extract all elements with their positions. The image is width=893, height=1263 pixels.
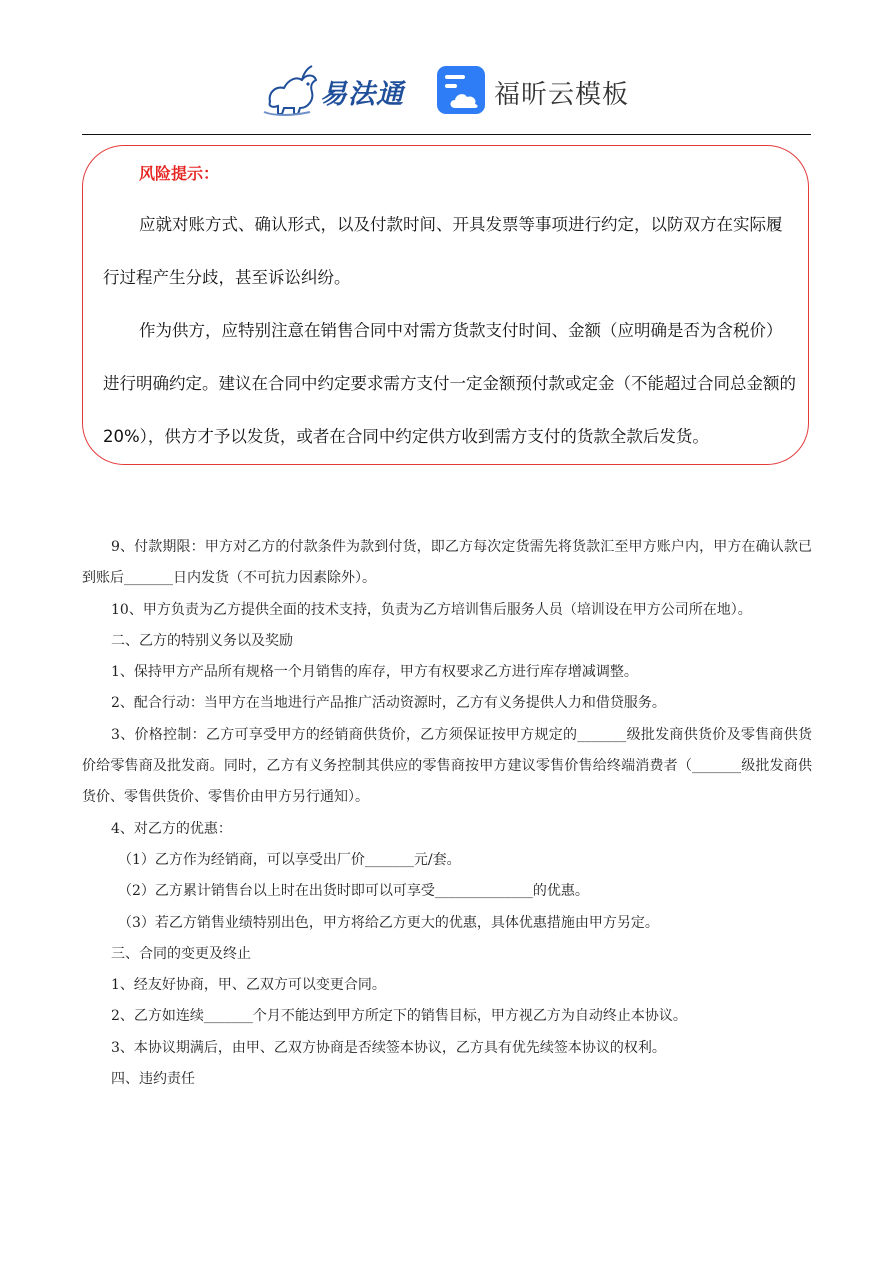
yifatong-logo — [262, 62, 412, 118]
contract-body — [82, 532, 812, 1095]
clause-9: 9、付款期限：甲方对乙方的付款条件为款到付货，即乙方每次定货需先将货款汇至甲方账户内，甲方在确认款已到账后_______日内发货（不可抗力因素除外）。 — [82, 539, 812, 587]
cloud-document-icon — [437, 66, 485, 114]
section-2-item-2: 2、配合行动：当甲方在当地进行产品推广活动资源时，乙方有义务提供人力和借贷服务。 — [111, 695, 666, 712]
section-2-item-4-2: （2）乙方累计销售台以上时在出货时即可以可享受______________的优惠。 — [118, 883, 589, 900]
header-divider — [82, 134, 811, 135]
risk-warning-box — [82, 145, 809, 465]
section-2-heading: 二、乙方的特别义务以及奖励 — [111, 632, 293, 649]
yifatong-logo-text: 易法通 — [320, 79, 404, 110]
header-logos — [0, 60, 893, 122]
section-2-item-4: 4、对乙方的优惠： — [111, 820, 232, 837]
section-3-item-1: 1、经友好协商，甲、乙双方可以变更合同。 — [111, 977, 386, 994]
section-2-item-4-1: （1）乙方作为经销商，可以享受出厂价_______元/套。 — [118, 851, 461, 868]
risk-paragraph-2: 作为供方，应特别注意在销售合同中对需方货款支付时间、金额（应明确是否为含税价）进行明确约定。建议在合同中约定要求需方支付一定金额预付款或定金（不能超过合同总金额的 20%），供方才予以发货，或者在合同中约定供方收到需方支付的货款全款后发货。 — [103, 321, 796, 446]
section-4-heading: 四、违约责任 — [111, 1071, 195, 1088]
risk-paragraph-1: 应就对账方式、确认形式，以及付款时间、开具发票等事项进行约定，以防双方在实际履行过程产生分歧，甚至诉讼纠纷。 — [103, 215, 783, 287]
section-3-heading: 三、合同的变更及终止 — [111, 945, 251, 962]
risk-title: 风险提示： — [139, 164, 220, 183]
qilin-icon — [262, 62, 322, 118]
section-3-item-2: 2、乙方如连续_______个月不能达到甲方所定下的销售目标，甲方视乙方为自动终止本协议。 — [111, 1008, 687, 1025]
fuxin-logo — [437, 64, 657, 118]
section-2-item-4-3: （3）若乙方销售业绩特别出色，甲方将给乙方更大的优惠，具体优惠措施由甲方另定。 — [118, 914, 659, 931]
section-3-item-3: 3、本协议期满后，由甲、乙双方协商是否续签本协议，乙方具有优先续签本协议的权利。 — [111, 1039, 666, 1056]
fuxin-logo-text: 福昕云模板 — [494, 80, 630, 110]
section-2-item-1: 1、保持甲方产品所有规格一个月销售的库存，甲方有权要求乙方进行库存增减调整。 — [111, 664, 638, 681]
clause-10: 10、甲方负责为乙方提供全面的技术支持，负责为乙方培训售后服务人员（培训设在甲方公司所在地）。 — [111, 601, 752, 618]
section-2-item-3: 3、价格控制：乙方可享受甲方的经销商供货价，乙方须保证按甲方规定的_______级批发商供货价及零售商供货价给零售商及批发商。同时，乙方有义务控制其供应的零售商按甲方建议零售价售给终端消费者（_______级批发商供货价、零售供货价、零售价由甲方另行通知）。 — [82, 726, 812, 806]
